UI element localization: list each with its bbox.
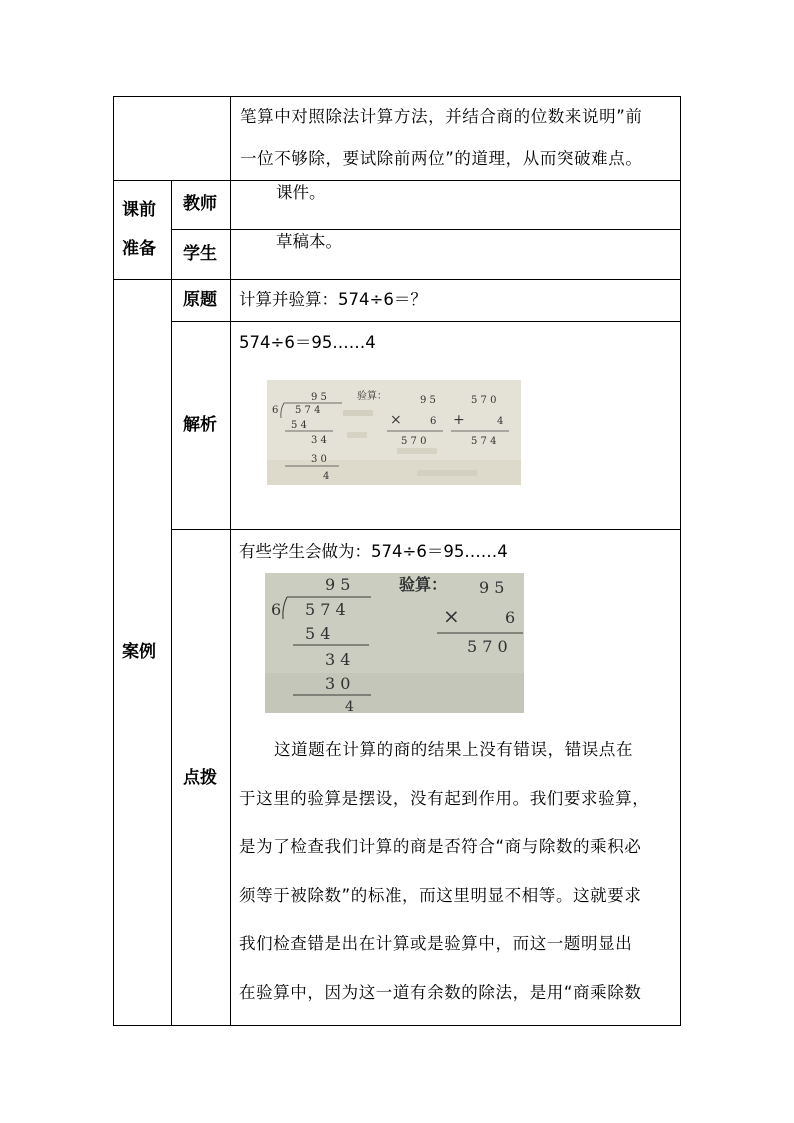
p2-mult-top: 9 5 — [479, 578, 505, 597]
intro-line-2: 一位不够除，要试除前两位”的道理，从而突破难点。 — [240, 149, 643, 168]
p2-quotient: 9 5 — [325, 575, 351, 594]
hint-paragraph-line-2: 于这里的验算是摆设，没有起到作用。我们要求验算， — [239, 789, 650, 808]
p1-step1: 5 4 — [291, 420, 307, 431]
hint-paragraph-line-4: 须等于被除数”的标准，而这里明显不相等。这就要求 — [239, 886, 642, 905]
prep-label-line-2: 准备 — [122, 239, 156, 259]
table-border-top — [113, 96, 681, 97]
table-border-bottom — [113, 1025, 681, 1026]
hint-paragraph-line-3: 是为了检查我们计算的商是否符合“商与除数的乘积必 — [239, 837, 642, 856]
problem-text: 计算并验算：574÷6＝？ — [239, 290, 427, 309]
p1-mult-result: 5 7 0 — [401, 436, 427, 447]
hint-paragraph-line-5: 我们检查错是出在计算或是验算中，而这一题明显出 — [239, 934, 633, 953]
student-value: 草稿本。 — [276, 232, 342, 251]
p1-quotient: 9 5 — [311, 392, 327, 403]
analysis-label: 解析 — [183, 415, 217, 435]
analysis-photo — [267, 380, 521, 485]
table-border-right — [680, 96, 681, 1026]
row-divider-prep — [113, 279, 681, 280]
row-divider-intro — [113, 180, 681, 181]
p2-remainder: 4 — [345, 699, 354, 713]
teacher-value: 课件。 — [276, 183, 326, 202]
p1-add-top: 5 7 0 — [471, 395, 497, 406]
row-divider-problem — [171, 321, 681, 322]
hint-photo — [265, 573, 524, 713]
p1-remainder: 4 — [323, 471, 330, 482]
p1-step3: 3 0 — [311, 454, 327, 465]
hint-intro: 有些学生会做为：574÷6＝95……4 — [239, 542, 508, 561]
hint-paragraph-line-6: 在验算中，因为这一道有余数的除法，是用“商乘除数 — [239, 983, 642, 1002]
teacher-label: 教师 — [183, 194, 217, 214]
p2-step2: 3 4 — [325, 650, 351, 669]
intro-line-1: 笔算中对照除法计算方法，并结合商的位数来说明”前 — [240, 107, 643, 126]
p1-add-result: 5 7 4 — [471, 436, 497, 447]
case-label: 案例 — [122, 642, 156, 662]
p2-mult-bottom: 6 — [505, 608, 516, 627]
p1-mult-sign: × — [390, 412, 402, 428]
col-divider-sub — [171, 180, 172, 1026]
row-divider-analysis — [171, 529, 681, 530]
p2-step3: 3 0 — [325, 674, 351, 693]
p2-mult-sign: × — [443, 604, 460, 628]
p2-dividend: 5 7 4 — [305, 600, 346, 619]
student-label: 学生 — [183, 244, 217, 264]
p1-check-label: 验算： — [357, 391, 387, 402]
analysis-text: 574÷6＝95……4 — [239, 333, 376, 352]
p2-mult-result: 5 7 0 — [467, 637, 508, 656]
p1-dividend: 5 7 4 — [295, 405, 321, 416]
p2-step1: 5 4 — [305, 624, 331, 643]
hint-paragraph-line-1: 这道题在计算的商的结果上没有错误，错误点在 — [274, 740, 634, 759]
p1-divisor: 6 — [272, 405, 279, 416]
hint-label: 点拨 — [183, 768, 217, 788]
p1-mult-top: 9 5 — [420, 395, 436, 406]
p1-step2: 3 4 — [311, 435, 327, 446]
p1-add-bottom: 4 — [497, 416, 504, 427]
row-divider-teacher — [171, 229, 681, 230]
problem-label: 原题 — [183, 290, 217, 310]
col-divider-main — [230, 96, 231, 1026]
p2-divisor: 6 — [271, 600, 282, 619]
table-border-left — [113, 96, 114, 1026]
p2-check-label: 验算： — [399, 575, 448, 594]
prep-label-line-1: 课前 — [122, 200, 156, 220]
p1-mult-bottom: 6 — [430, 416, 437, 427]
p1-add-sign: + — [453, 412, 465, 428]
